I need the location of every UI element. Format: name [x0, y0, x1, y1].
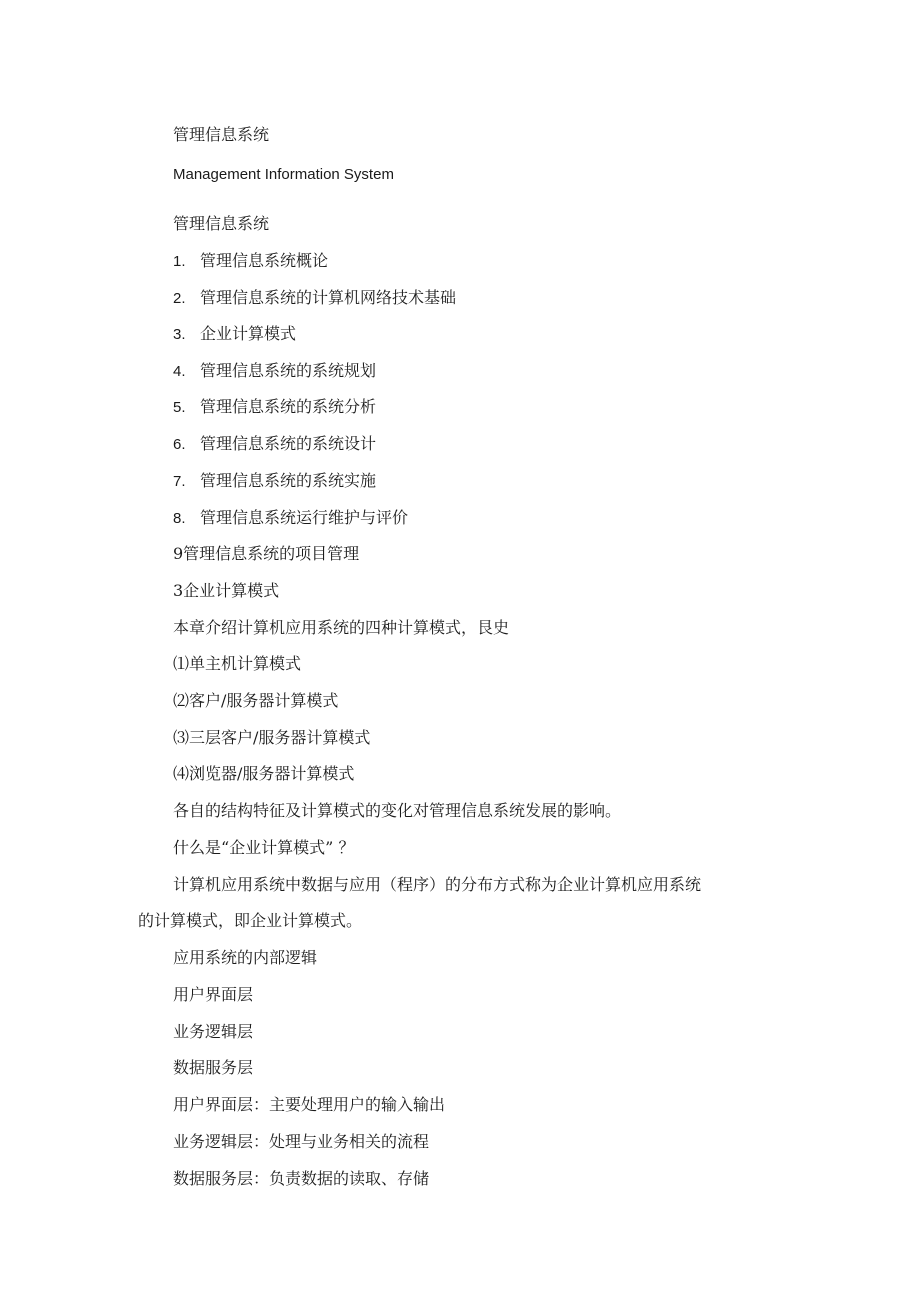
toc-item [173, 361, 376, 382]
toc-item-text: 管理信息系统的系统规划 [200, 361, 377, 380]
toc-item-text: 管理信息系统的系统设计 [200, 434, 377, 453]
doc-title-cn: 管理信息系统 [173, 125, 270, 144]
toc-item-number: 5. [173, 399, 186, 416]
doc-subtitle: 管理信息系统 [173, 214, 270, 233]
layer-description: 业务逻辑层：处理与业务相关的流程 [173, 1132, 430, 1151]
toc-item-number: 6. [173, 436, 186, 453]
layer-item: 用户界面层 [173, 985, 254, 1004]
toc-item-number: 7. [173, 473, 186, 490]
mode-item: ⑴单主机计算模式 [173, 654, 302, 673]
toc-item-number: 4. [173, 363, 186, 380]
toc-item-text: 管理信息系统的系统实施 [200, 471, 377, 490]
definition-line-2: 的计算模式，即企业计算模式。 [138, 911, 363, 930]
mode-item: ⑶三层客户/服务器计算模式 [173, 728, 371, 747]
layer-item: 数据服务层 [173, 1058, 254, 1077]
toc-item [173, 508, 408, 529]
chapter-heading: 3企业计算模式 [173, 581, 280, 600]
toc-item-number: 8. [173, 510, 186, 527]
mode-item: ⑵客户/服务器计算模式 [173, 691, 339, 710]
layer-description: 数据服务层：负责数据的读取、存储 [173, 1169, 430, 1188]
toc-item [173, 397, 376, 418]
toc-item-number: 3. [173, 326, 186, 343]
layer-item: 业务逻辑层 [173, 1022, 254, 1041]
logic-heading: 应用系统的内部逻辑 [173, 948, 318, 967]
intro-continuation: 各自的结构特征及计算模式的变化对管理信息系统发展的影响。 [173, 801, 622, 820]
layer-description: 用户界面层：主要处理用户的输入输出 [173, 1095, 446, 1114]
toc-item-number: 1. [173, 253, 186, 270]
toc-item-text: 管理信息系统的系统分析 [200, 397, 377, 416]
intro-paragraph: 本章介绍计算机应用系统的四种计算模式，艮史 [173, 618, 510, 637]
definition-line-1: 计算机应用系统中数据与应用（程序）的分布方式称为企业计算机应用系统 [173, 875, 702, 894]
toc-item-text: 管理信息系统运行维护与评价 [200, 508, 409, 527]
toc-item-text: 管理信息系统的计算机网络技术基础 [200, 288, 457, 307]
toc-item-text: 管理信息系统概论 [200, 251, 329, 270]
toc-item-9: 9管理信息系统的项目管理 [173, 544, 360, 563]
mode-item: ⑷浏览器/服务器计算模式 [173, 764, 355, 783]
toc-item [173, 471, 376, 492]
doc-title-en: Management Information System [173, 166, 394, 183]
question-text: 什么是“企业计算模式” ？ [173, 838, 355, 857]
toc-item [173, 434, 376, 455]
toc-item-text: 企业计算模式 [200, 324, 297, 343]
toc-item [173, 251, 328, 272]
toc-item [173, 324, 296, 345]
toc-item [173, 288, 456, 309]
toc-item-number: 2. [173, 290, 186, 307]
